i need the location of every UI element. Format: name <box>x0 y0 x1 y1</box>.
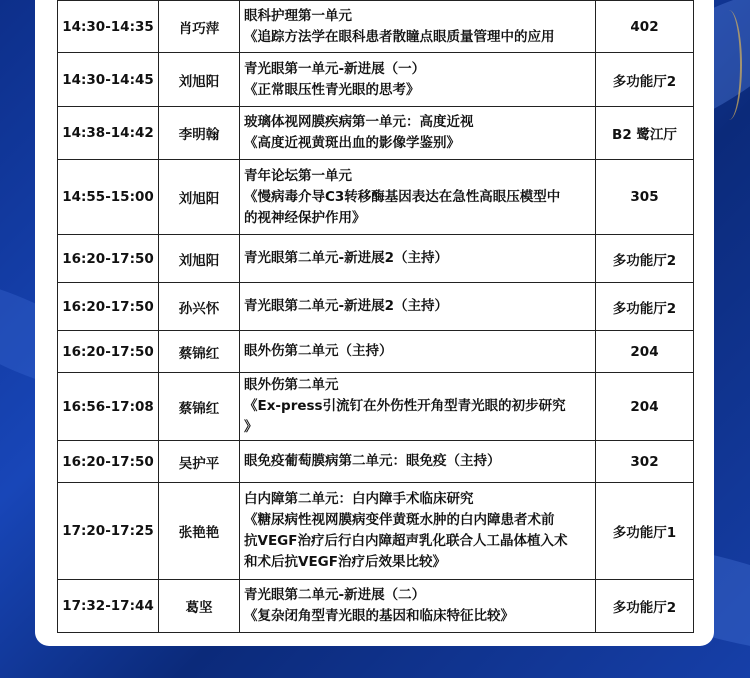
session-topic <box>240 373 596 441</box>
session-time: 16:20-17:50 <box>58 331 159 373</box>
table-row <box>58 441 694 483</box>
topic-line: 《追踪方法学在眼科患者散瞳点眼质量管理中的应用 <box>244 28 555 45</box>
session-time: 14:55-15:00 <box>58 160 159 235</box>
session-topic <box>240 441 596 483</box>
gold-ornament <box>716 10 742 120</box>
session-time: 14:38-14:42 <box>58 107 159 160</box>
table-row <box>58 331 694 373</box>
schedule-card <box>35 0 714 646</box>
session-time: 17:32-17:44 <box>58 580 159 633</box>
topic-line: 和术后抗VEGF治疗后效果比较》 <box>244 554 446 570</box>
speaker-name: 刘旭阳 <box>159 160 240 235</box>
room-name: 302 <box>596 441 694 483</box>
room-name: 多功能厅2 <box>596 53 694 107</box>
speaker-name: 张艳艳 <box>159 483 240 580</box>
topic-line: 青年论坛第一单元 <box>244 167 352 184</box>
session-time: 14:30-14:35 <box>58 1 159 53</box>
session-time: 16:20-17:50 <box>58 283 159 331</box>
speaker-name: 蔡锦红 <box>159 331 240 373</box>
room-name: 多功能厅2 <box>596 580 694 633</box>
table-row <box>58 580 694 633</box>
room-name: B2 鹭江厅 <box>596 107 694 160</box>
session-topic <box>240 160 596 235</box>
topic-line: 抗VEGF治疗后行白内障超声乳化联合人工晶体植入术 <box>244 533 568 549</box>
topic-line: 《正常眼压性青光眼的思考》 <box>244 81 420 98</box>
topic-line: 玻璃体视网膜疾病第一单元：高度近视 <box>244 114 474 130</box>
topic-line: 眼免疫葡萄膜病第二单元：眼免疫（主持） <box>244 453 501 469</box>
table-row <box>58 483 694 580</box>
speaker-name: 刘旭阳 <box>159 235 240 283</box>
topic-line: 《高度近视黄斑出血的影像学鉴别》 <box>244 135 460 151</box>
topic-line: 《复杂闭角型青光眼的基因和临床特征比较》 <box>244 608 514 624</box>
topic-line: 白内障第二单元：白内障手术临床研究 <box>244 491 474 507</box>
schedule-table <box>57 0 694 633</box>
speaker-name: 李明翰 <box>159 107 240 160</box>
topic-line: 青光眼第一单元-新进展（一） <box>244 60 426 77</box>
speaker-name: 孙兴怀 <box>159 283 240 331</box>
speaker-name: 葛坚 <box>159 580 240 633</box>
session-topic <box>240 331 596 373</box>
speaker-name: 蔡锦红 <box>159 373 240 441</box>
topic-line: 《Ex-press引流钉在外伤性开角型青光眼的初步研究 <box>244 398 566 414</box>
room-name: 305 <box>596 160 694 235</box>
room-name: 204 <box>596 331 694 373</box>
session-time: 16:20-17:50 <box>58 235 159 283</box>
session-topic <box>240 580 596 633</box>
speaker-name: 刘旭阳 <box>159 53 240 107</box>
topic-line: 青光眼第二单元-新进展（二） <box>244 587 426 603</box>
topic-line: 》 <box>244 419 258 435</box>
session-time: 16:20-17:50 <box>58 441 159 483</box>
topic-line: 眼外伤第二单元 <box>244 377 339 393</box>
topic-line: 《糖尿病性视网膜病变伴黄斑水肿的白内障患者术前 <box>244 512 555 528</box>
table-row <box>58 1 694 53</box>
table-row <box>58 373 694 441</box>
topic-line: 青光眼第二单元-新进展2（主持） <box>244 250 448 266</box>
table-row <box>58 53 694 107</box>
table-row <box>58 235 694 283</box>
session-topic <box>240 283 596 331</box>
session-topic <box>240 483 596 580</box>
topic-line: 眼科护理第一单元 <box>244 7 352 24</box>
table-row <box>58 107 694 160</box>
speaker-name: 吴护平 <box>159 441 240 483</box>
room-name: 204 <box>596 373 694 441</box>
session-topic <box>240 107 596 160</box>
table-row <box>58 160 694 235</box>
session-time: 17:20-17:25 <box>58 483 159 580</box>
topic-line: 《慢病毒介导C3转移酶基因表达在急性高眼压模型中 <box>244 188 561 205</box>
topic-line: 青光眼第二单元-新进展2（主持） <box>244 298 448 314</box>
room-name: 多功能厅1 <box>596 483 694 580</box>
session-time: 16:56-17:08 <box>58 373 159 441</box>
room-name: 多功能厅2 <box>596 235 694 283</box>
speaker-name: 肖巧萍 <box>159 1 240 53</box>
topic-line: 眼外伤第二单元（主持） <box>244 343 393 359</box>
session-topic <box>240 53 596 107</box>
session-topic <box>240 235 596 283</box>
topic-line: 的视神经保护作用》 <box>244 209 366 226</box>
table-row <box>58 283 694 331</box>
session-time: 14:30-14:45 <box>58 53 159 107</box>
session-topic <box>240 1 596 53</box>
room-name: 402 <box>596 1 694 53</box>
room-name: 多功能厅2 <box>596 283 694 331</box>
